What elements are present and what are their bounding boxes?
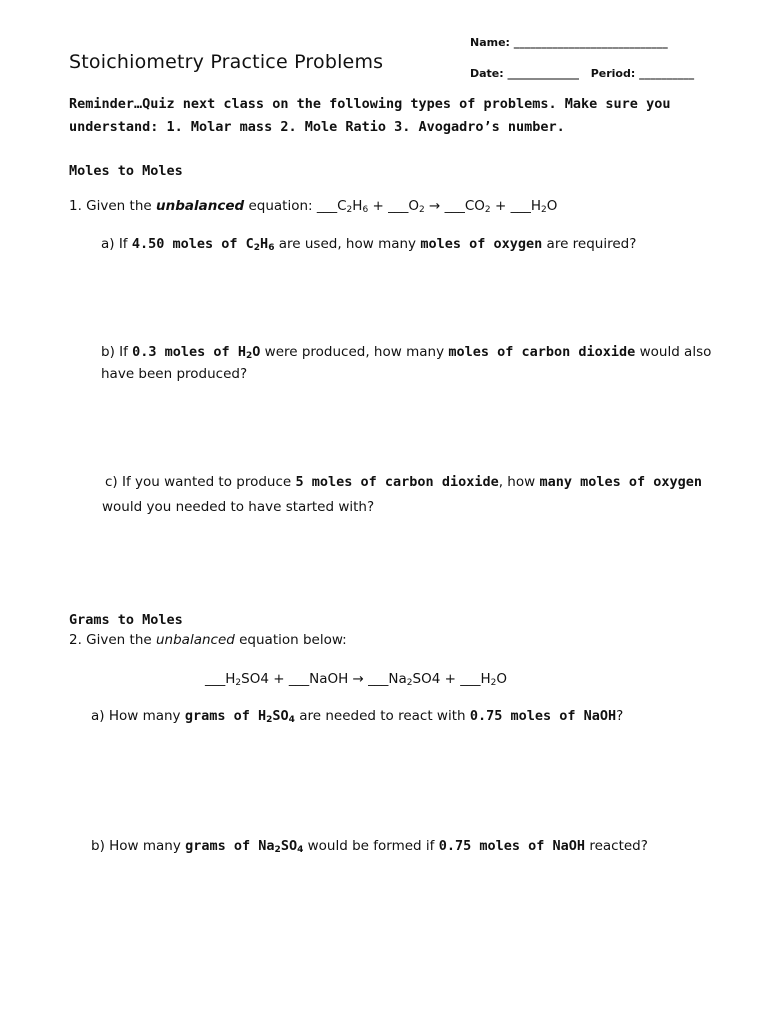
q1a-lead: a) If [101, 236, 132, 252]
formula-text: H [352, 198, 363, 214]
question-2 [69, 632, 347, 648]
arrow-icon: → [348, 671, 369, 687]
plus-sign: + [440, 671, 461, 687]
q1a-target: moles of oxygen [420, 236, 543, 252]
formula-text: H [480, 671, 491, 687]
subscript: 6 [268, 243, 275, 253]
subscript: 2 [346, 205, 353, 215]
subscript: 2 [266, 715, 273, 725]
subscript: 2 [245, 351, 253, 361]
q2b-target: grams of Na [185, 838, 275, 854]
formula-text: SO [241, 671, 261, 687]
q2a-target: grams of H [184, 708, 267, 724]
arrow-icon: → [424, 198, 445, 214]
q2a-lead: a) How many [91, 708, 185, 724]
subscript: 2 [540, 205, 547, 215]
question-1b [101, 344, 711, 360]
date-field: Date: _____________ [470, 67, 580, 80]
q1b-target: moles of carbon dioxide [448, 344, 636, 360]
formula-text: SO [412, 671, 432, 687]
formula-text: CO [464, 198, 485, 214]
blank: ___ [316, 198, 338, 214]
formula-text: O [546, 198, 558, 214]
subscript: 6 [362, 205, 369, 215]
blank: ___ [205, 671, 226, 687]
formula-text: Na [388, 671, 407, 687]
subscript: 2 [274, 845, 281, 855]
reminder-line-2: understand: 1. Molar mass 2. Mole Ratio 3. Avogadro’s number. [69, 119, 565, 135]
blank: ___ [388, 198, 409, 214]
formula-text: SO [280, 838, 298, 854]
q2-prefix: 2. Given the [69, 632, 156, 648]
formula-text: H [225, 671, 236, 687]
q1c-mid: , how [498, 474, 540, 490]
q1b-lead: b) If [101, 344, 133, 360]
blank: ___ [444, 198, 465, 214]
q1c-lead: c) If you wanted to produce [105, 474, 296, 490]
subscript: 4 [288, 715, 295, 725]
q2b-amount: 0.75 moles of NaOH [438, 838, 586, 854]
plus-sign: + [368, 198, 389, 214]
q1-unbalanced: unbalanced [155, 198, 245, 214]
question-1b-line-2: have been produced? [101, 366, 248, 382]
q1a-mid: are used, how many [274, 236, 421, 252]
q1b-amount: 0.3 moles of H [132, 344, 246, 360]
subscript: 2 [490, 678, 497, 688]
name-field: Name: ____________________________ [470, 36, 668, 49]
formula-text: SO [272, 708, 289, 724]
q2-unbalanced: unbalanced [155, 632, 235, 648]
q1b-mid: were produced, how many [260, 344, 449, 360]
q1-prefix: 1. Given the [69, 198, 156, 214]
formula-text: O [252, 344, 261, 360]
blank: ___ [510, 198, 531, 214]
formula-text: NaOH [309, 671, 349, 687]
question-1a [101, 236, 636, 252]
subscript: 2 [418, 205, 425, 215]
equation-2 [205, 671, 507, 687]
question-1c [105, 474, 702, 490]
formula-text: H [260, 236, 269, 252]
subscript: 2 [253, 243, 261, 253]
reminder-line-1: Reminder…Quiz next class on the following types of problems. Make sure you [69, 96, 671, 112]
subscript: 2 [235, 678, 242, 688]
plus-sign: + [490, 198, 511, 214]
subscript: 2 [484, 205, 491, 215]
section-heading-moles-to-moles: Moles to Moles [69, 163, 183, 179]
question-2a [91, 708, 623, 724]
formula-text: 4 [260, 671, 269, 687]
q1b-tail: would also [635, 344, 712, 360]
q1c-target: many moles of oxygen [539, 474, 703, 490]
subscript: 4 [297, 845, 304, 855]
formula-text: 4 [431, 671, 441, 687]
formula-text: C [337, 198, 347, 214]
q2a-tail: ? [616, 708, 624, 724]
page-title: Stoichiometry Practice Problems [69, 51, 384, 73]
q2a-mid: are needed to react with [294, 708, 470, 724]
date-period-line [470, 67, 694, 80]
q2a-amount: 0.75 moles of NaOH [469, 708, 617, 724]
q2-suffix: equation below: [234, 632, 347, 648]
q1-equation-label: equation: [244, 198, 317, 214]
q2b-lead: b) How many [91, 838, 186, 854]
q1c-amount: 5 moles of carbon dioxide [295, 474, 499, 490]
blank: ___ [460, 671, 481, 687]
question-2b [91, 838, 648, 854]
q2b-tail: reacted? [585, 838, 648, 854]
question-1c-line-2: would you needed to have started with? [102, 499, 375, 515]
q2b-mid: would be formed if [303, 838, 439, 854]
plus-sign: + [268, 671, 289, 687]
subscript: 2 [406, 678, 413, 688]
q1a-tail: are required? [542, 236, 637, 252]
formula-text: O [496, 671, 507, 687]
formula-text: O [408, 198, 419, 214]
formula-text: H [530, 198, 541, 214]
period-field: Period: __________ [590, 67, 695, 80]
blank: ___ [368, 671, 389, 687]
section-heading-grams-to-moles: Grams to Moles [69, 612, 183, 628]
blank: ___ [288, 671, 310, 687]
q1a-amount: 4.50 moles of C [131, 236, 254, 252]
question-1 [69, 198, 557, 214]
